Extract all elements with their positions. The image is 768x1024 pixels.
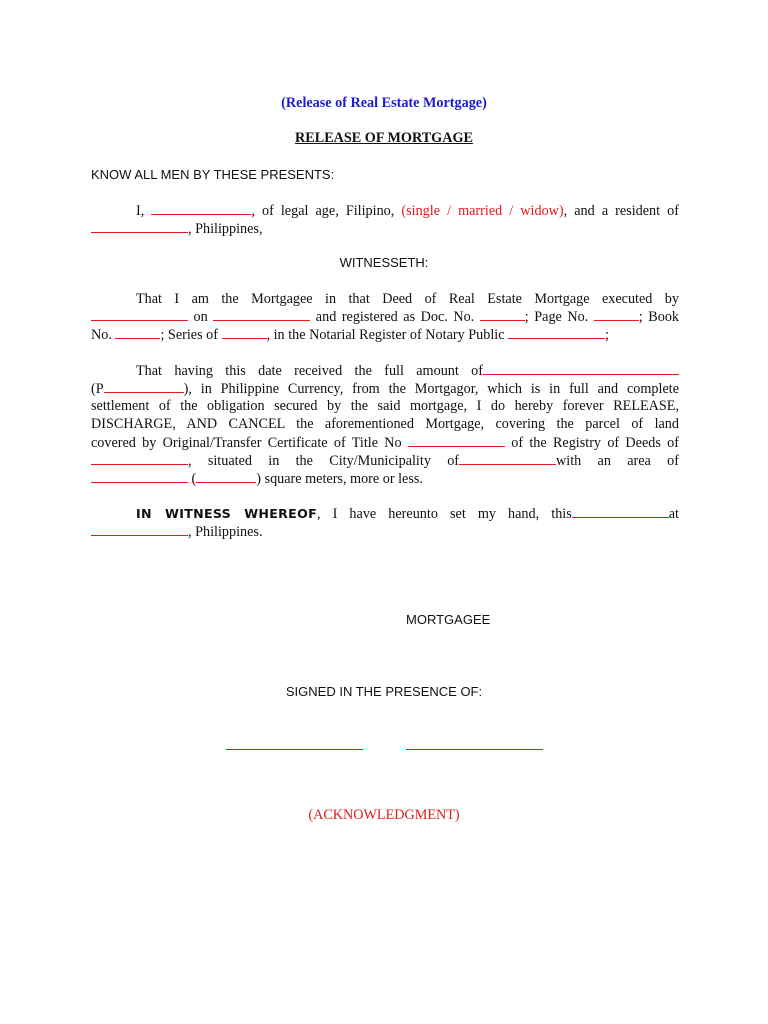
area-words-blank bbox=[91, 469, 188, 483]
area-figures-blank bbox=[196, 469, 256, 483]
witness-whereof: IN WITNESS WHEREOF bbox=[136, 506, 317, 521]
p3-line-7: ( ) square meters, more or less. bbox=[91, 469, 423, 488]
page-no-blank bbox=[594, 307, 639, 321]
p4-line-2: , Philippines. bbox=[91, 522, 263, 541]
book-no-blank bbox=[115, 325, 160, 339]
mortgagor-blank bbox=[91, 307, 188, 321]
signing-place-blank bbox=[91, 522, 188, 536]
series-blank bbox=[222, 325, 267, 339]
p4-line-1: IN WITNESS WHEREOF, I have hereunto set my hand, this at bbox=[136, 506, 679, 522]
p3-line-1: That having this date received the full amount of bbox=[91, 361, 679, 380]
document-subtitle: (Release of Real Estate Mortgage) bbox=[281, 95, 487, 111]
amount-words-blank bbox=[483, 361, 679, 375]
witness-signature-line-1 bbox=[226, 749, 363, 750]
acknowledgment-heading: (ACKNOWLEDGMENT) bbox=[308, 807, 460, 823]
witness-signature-line-2 bbox=[406, 749, 543, 750]
residence-blank bbox=[91, 219, 188, 233]
title-no-blank bbox=[408, 433, 505, 447]
amount-figures-blank bbox=[104, 379, 184, 393]
civil-status-options: (single / married / widow) bbox=[401, 203, 564, 219]
mortgagee-label: MORTGAGEE bbox=[406, 612, 491, 627]
p1-line-2: , Philippines, bbox=[91, 219, 263, 238]
name-blank bbox=[151, 201, 251, 215]
date-blank bbox=[213, 307, 310, 321]
p1-line-1: I, , of legal age, Filipino, (single / married / widow), and a resident of bbox=[136, 203, 679, 219]
intro-text: KNOW ALL MEN BY THESE PRESENTS: bbox=[91, 167, 335, 182]
p2-line-3: No. ; Series of , in the Notarial Register of Notary Public ; bbox=[91, 327, 609, 343]
p3-line-2: (P ), in Philippine Currency, from the Mortgagor, which is in full and complete bbox=[91, 381, 679, 397]
p2-line-2: on and registered as Doc. No. ; Page No. ; Book bbox=[91, 307, 679, 326]
document-title: RELEASE OF MORTGAGE bbox=[295, 130, 473, 146]
notary-blank bbox=[508, 325, 605, 339]
p3-line-4: DISCHARGE, AND CANCEL the aforementioned Mortgage, covering the parcel of land bbox=[91, 416, 679, 432]
witnesseth-heading: WITNESSETH: bbox=[339, 255, 429, 270]
p3-line-3: settlement of the obligation secured by the said mortgage, I do hereby forever RELEASE, bbox=[91, 398, 679, 414]
p3-line-6: , situated in the City/Municipality of with an area of bbox=[91, 451, 679, 470]
p2-line-1: That I am the Mortgagee in that Deed of Real Estate Mortgage executed by bbox=[136, 291, 679, 307]
signing-date-blank bbox=[572, 504, 669, 518]
p3-line-5: covered by Original/Transfer Certificate of Title No of the Registry of Deeds of bbox=[91, 435, 679, 451]
doc-no-blank bbox=[480, 307, 525, 321]
presence-label: SIGNED IN THE PRESENCE OF: bbox=[285, 684, 483, 699]
city-blank bbox=[459, 451, 556, 465]
registry-blank bbox=[91, 451, 188, 465]
